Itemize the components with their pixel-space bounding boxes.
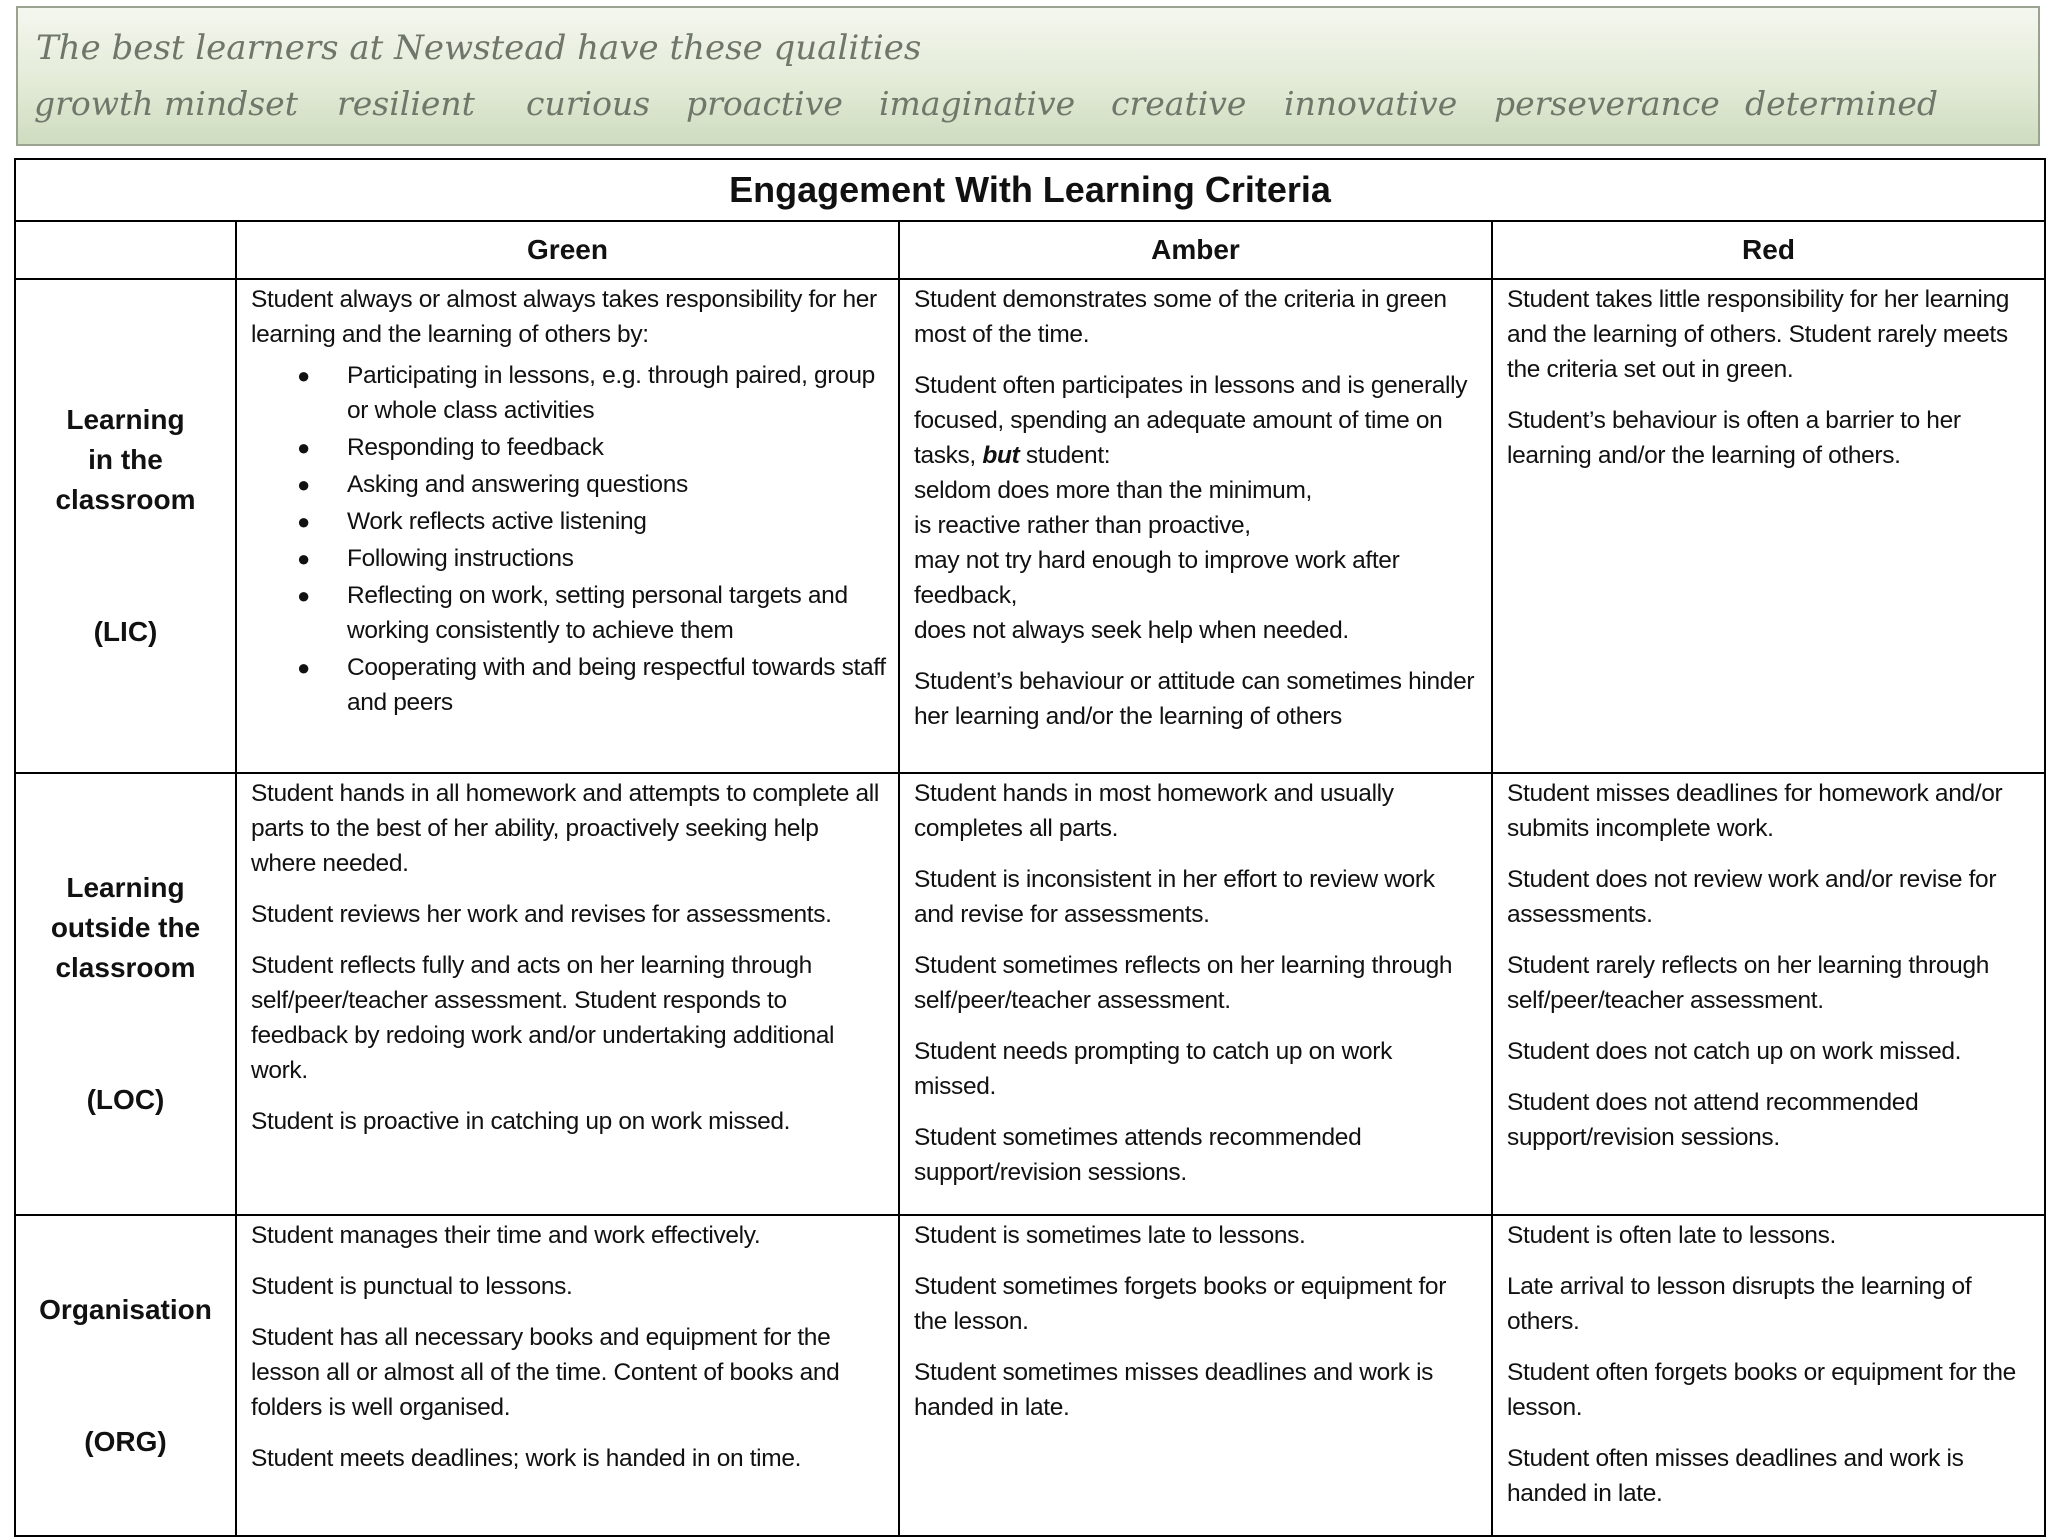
text-run: Student often participates in lessons and is generally focused, spending an adequate amount of time on tasks,	[914, 372, 1468, 469]
bullet-icon: ●	[297, 435, 310, 460]
lic-red-cell	[1492, 279, 2045, 773]
cell-line: may not try hard enough to improve work after feedback,	[914, 547, 1400, 609]
list-item-text: Responding to feedback	[347, 434, 604, 461]
cell-line: does not always seek help when needed.	[914, 617, 1349, 644]
cell-text: Student sometimes misses deadlines and work is handed in late.	[914, 1359, 1434, 1421]
text-run: student:	[1025, 442, 1111, 469]
row-label-line: Learning	[66, 872, 185, 903]
cell-line: is reactive rather than proactive,	[914, 512, 1251, 539]
cell-text: Student does not review work and/or revise for assessments.	[1507, 866, 1997, 928]
banner-heading: The best learners at Newstead have these qualities	[36, 28, 922, 68]
cell-text: Student’s behaviour is often a barrier to her learning and/or the learning of others.	[1507, 407, 1961, 469]
quality-item: perseverance	[1494, 84, 1720, 123]
list-item-text: Asking and answering questions	[347, 471, 688, 498]
column-header-green: Green	[236, 221, 899, 279]
criteria-table	[14, 158, 2046, 1537]
cell-text: Student reflects fully and acts on her learning through self/peer/teacher assessment. Student responds to feedback by redoing work and/or undertaking additional work.	[251, 952, 835, 1084]
quality-item: resilient	[337, 84, 475, 123]
loc-red-cell	[1492, 773, 2045, 1215]
cell-text: Student does not catch up on work missed.	[1507, 1038, 1962, 1065]
list-item-text: Work reflects active listening	[347, 508, 647, 535]
cell-text: Student hands in all homework and attempts to complete all parts to the best of her ability, proactively seeking help where needed.	[251, 780, 879, 877]
cell-text: Student misses deadlines for homework and/or submits incomplete work.	[1507, 780, 2003, 842]
cell-text: Student is sometimes late to lessons.	[914, 1222, 1306, 1249]
cell-text: Student’s behaviour or attitude can sometimes hinder her learning and/or the learning of others	[914, 668, 1475, 730]
cell-line: seldom does more than the minimum,	[914, 477, 1312, 504]
row-label-loc	[15, 773, 236, 1215]
qualities-banner	[16, 6, 2040, 146]
column-header-red: Red	[1492, 221, 2045, 279]
list-item	[297, 541, 886, 576]
cell-text: Student is proactive in catching up on work missed.	[251, 1108, 791, 1135]
cell-text: Student takes little responsibility for her learning and the learning of others. Student rarely meets the criteria set out in green.	[1507, 286, 2010, 383]
cell-text: Student often forgets books or equipment for the lesson.	[1507, 1359, 2016, 1421]
cell-text: Student demonstrates some of the criteria in green most of the time.	[914, 286, 1447, 348]
cell-text: Student is often late to lessons.	[1507, 1222, 1836, 1249]
cell-text: Student meets deadlines; work is handed in on time.	[251, 1445, 802, 1472]
lic-amber-cell	[899, 279, 1492, 773]
row-label-line: in the	[88, 444, 163, 475]
cell-text	[914, 368, 1479, 473]
quality-item: curious	[526, 84, 651, 123]
row-label-org	[15, 1215, 236, 1536]
quality-item: creative	[1111, 84, 1247, 123]
row-label-line: Learning	[66, 404, 185, 435]
cell-text: Student has all necessary books and equipment for the lesson all or almost all of the time. Content of books and folders is well organised.	[251, 1324, 840, 1421]
cell-text: Student rarely reflects on her learning through self/peer/teacher assessment.	[1507, 952, 1990, 1014]
list-item-text: Participating in lessons, e.g. through paired, group or whole class activities	[347, 362, 875, 424]
row-code: (ORG)	[84, 1425, 167, 1457]
list-item	[297, 467, 886, 502]
bullet-icon: ●	[297, 583, 310, 608]
loc-amber-cell	[899, 773, 1492, 1215]
table-title: Engagement With Learning Criteria	[15, 159, 2045, 221]
bullet-icon: ●	[297, 363, 310, 388]
row-label-line: outside the	[50, 912, 201, 943]
quality-item: determined	[1745, 84, 1938, 123]
table-row	[15, 1215, 2045, 1536]
row-code: (LIC)	[93, 616, 158, 647]
row-label-line: classroom	[55, 952, 196, 983]
cell-text: Student does not attend recommended support/revision sessions.	[1507, 1089, 1919, 1151]
cell-text: Student manages their time and work effectively.	[251, 1222, 761, 1249]
cell-text: Student sometimes forgets books or equipment for the lesson.	[914, 1273, 1447, 1335]
bullet-list	[251, 358, 886, 720]
list-item-text: Reflecting on work, setting personal targets and working consistently to achieve them	[347, 582, 848, 644]
cell-text: Student sometimes reflects on her learning through self/peer/teacher assessment.	[914, 952, 1453, 1014]
list-item-text: Following instructions	[347, 545, 574, 572]
cell-text: Student often misses deadlines and work is handed in late.	[1507, 1445, 1964, 1507]
bullet-icon: ●	[297, 509, 310, 534]
bullet-icon: ●	[297, 655, 310, 680]
table-row	[15, 773, 2045, 1215]
quality-item: innovative	[1284, 84, 1458, 123]
list-item	[297, 358, 886, 428]
list-item-text: Cooperating with and being respectful towards staff and peers	[347, 654, 886, 716]
cell-text: Student reviews her work and revises for assessments.	[251, 901, 832, 928]
cell-text: Student needs prompting to catch up on work missed.	[914, 1038, 1392, 1100]
row-code: (LOC)	[86, 1084, 165, 1115]
list-item	[297, 504, 886, 539]
list-item	[297, 650, 886, 720]
column-header-amber: Amber	[899, 221, 1492, 279]
org-amber-cell	[899, 1215, 1492, 1536]
loc-green-cell	[236, 773, 899, 1215]
cell-text: Student is inconsistent in her effort to review work and revise for assessments.	[914, 866, 1435, 928]
cell-text: Student hands in most homework and usually completes all parts.	[914, 780, 1394, 842]
list-item	[297, 430, 886, 465]
cell-text: Student sometimes attends recommended support/revision sessions.	[914, 1124, 1362, 1186]
bullet-icon: ●	[297, 546, 310, 571]
row-label-lic	[15, 279, 236, 773]
emphasis-text: but	[982, 442, 1020, 469]
cell-text: Student is punctual to lessons.	[251, 1273, 573, 1300]
cell-text: Late arrival to lesson disrupts the learning of others.	[1507, 1273, 1972, 1335]
row-label-line: Organisation	[39, 1293, 212, 1325]
table-row	[15, 279, 2045, 773]
quality-item: growth mindset	[34, 84, 298, 123]
quality-item: proactive	[686, 84, 843, 123]
lic-green-cell	[236, 279, 899, 773]
row-label-line: classroom	[55, 484, 196, 515]
quality-item: imaginative	[879, 84, 1076, 123]
org-red-cell	[1492, 1215, 2045, 1536]
cell-text: Student always or almost always takes responsibility for her learning and the learning of others by:	[251, 286, 877, 348]
list-item	[297, 578, 886, 648]
org-green-cell	[236, 1215, 899, 1536]
bullet-icon: ●	[297, 472, 310, 497]
corner-cell	[15, 221, 236, 279]
